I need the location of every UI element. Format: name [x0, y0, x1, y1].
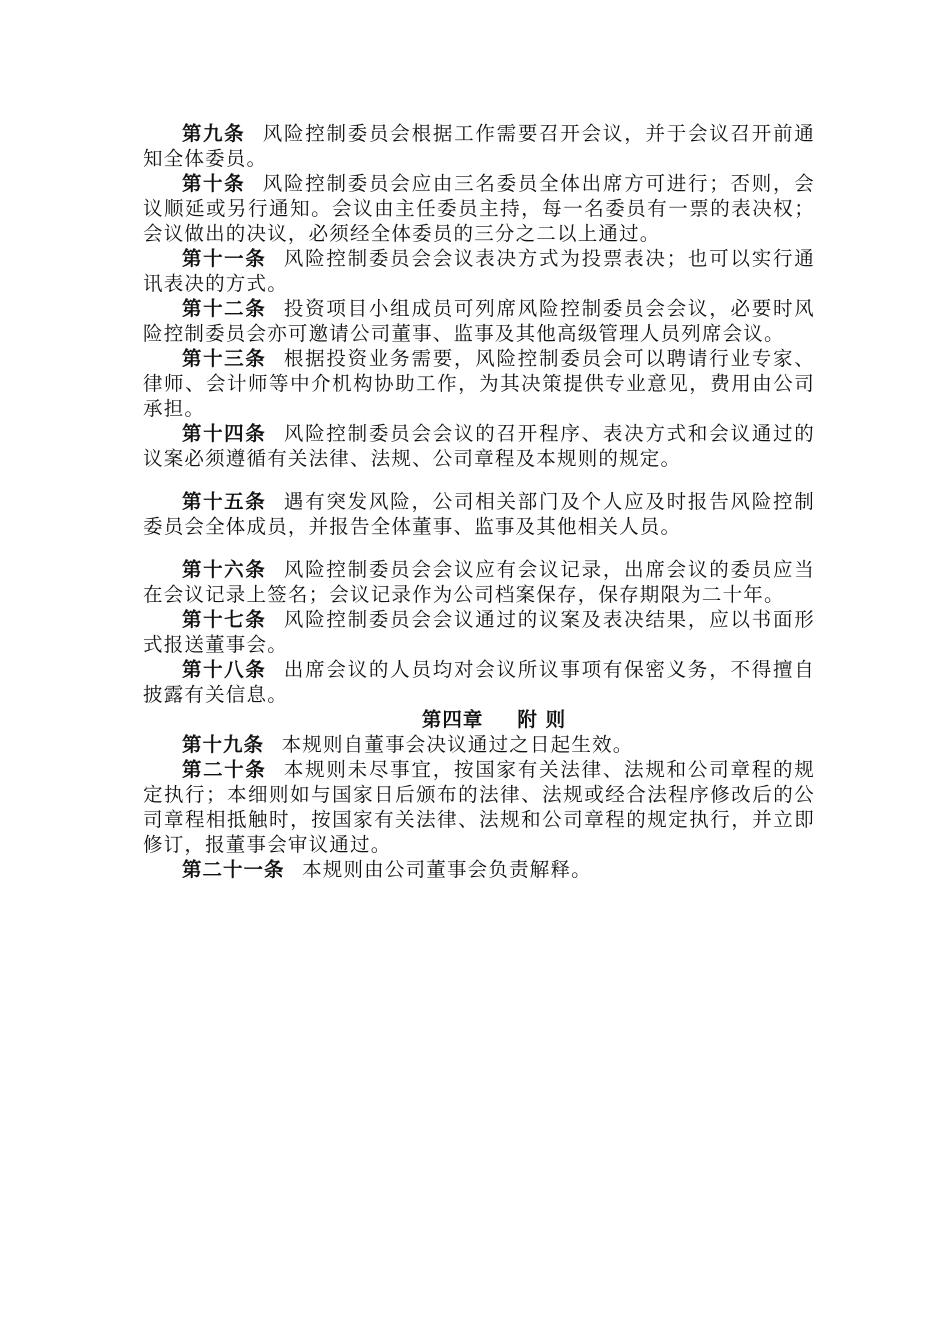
- article-18: [143, 657, 815, 707]
- article-number: 第十九条: [182, 733, 265, 756]
- article-16: [143, 557, 815, 607]
- article-text: 本规则未尽事宜，按国家有关法律、法规和公司章程的规定执行；本细则如与国家日后颁布的法律、法规或经合法程序修改后的公司章程相抵触时，按国家有关法律、法规和公司章程的规定执行，并立即修订，报董事会审议通过。: [143, 758, 815, 856]
- document-page: [143, 121, 815, 882]
- chapter-heading: [143, 707, 815, 732]
- article-20: [143, 757, 815, 857]
- article-number: 第二十一条: [182, 858, 285, 881]
- article-text: 风险控制委员会会议表决方式为投票表决；也可以实行通讯表决的方式。: [143, 247, 815, 295]
- article-text: 出席会议的人员均对会议所议事项有保密义务，不得擅自披露有关信息。: [143, 658, 815, 706]
- article-text: 本规则自董事会决议通过之日起生效。: [281, 733, 634, 756]
- article-14: [143, 421, 815, 471]
- article-number: 第二十条: [182, 758, 267, 781]
- article-text: 风险控制委员会会议通过的议案及表决结果，应以书面形式报送董事会。: [143, 608, 815, 656]
- article-10: [143, 171, 815, 246]
- chapter-title: 附 则: [517, 708, 567, 731]
- article-15: [143, 489, 815, 539]
- article-number: 第十八条: [182, 658, 267, 681]
- article-number: 第十七条: [182, 608, 267, 631]
- article-text: 遇有突发风险，公司相关部门及个人应及时报告风险控制委员会全体成员，并报告全体董事、监事及其他相关人员。: [143, 490, 815, 538]
- article-text: 风险控制委员会根据工作需要召开会议，并于会议召开前通知全体委员。: [143, 122, 815, 170]
- article-11: [143, 246, 815, 296]
- article-text: 根据投资业务需要，风险控制委员会可以聘请行业专家、律师、会计师等中介机构协助工作，为其决策提供专业意见，费用由公司承担。: [143, 347, 815, 420]
- article-17: [143, 607, 815, 657]
- article-text: 本规则由公司董事会负责解释。: [302, 858, 592, 881]
- article-21: [143, 857, 815, 882]
- article-number: 第十条: [182, 172, 246, 195]
- article-number: 第十一条: [182, 247, 267, 270]
- article-19: [143, 732, 815, 757]
- article-number: 第十四条: [182, 422, 267, 445]
- article-number: 第九条: [182, 122, 246, 145]
- article-number: 第十三条: [182, 347, 267, 370]
- article-text: 风险控制委员会会议应有会议记录，出席会议的委员应当在会议记录上签名；会议记录作为公司档案保存，保存期限为二十年。: [143, 558, 815, 606]
- chapter-number: 第四章: [421, 708, 484, 731]
- article-text: 风险控制委员会会议的召开程序、表决方式和会议通过的议案必须遵循有关法律、法规、公司章程及本规则的规定。: [143, 422, 815, 470]
- article-number: 第十六条: [182, 558, 267, 581]
- article-13: [143, 346, 815, 421]
- article-number: 第十五条: [182, 490, 267, 513]
- article-12: [143, 296, 815, 346]
- article-number: 第十二条: [182, 297, 267, 320]
- article-9: [143, 121, 815, 171]
- article-text: 风险控制委员会应由三名委员全体出席方可进行；否则，会议顺延或另行通知。会议由主任委员主持，每一名委员有一票的表决权；会议做出的决议，必须经全体委员的三分之二以上通过。: [143, 172, 815, 245]
- article-text: 投资项目小组成员可列席风险控制委员会会议，必要时风险控制委员会亦可邀请公司董事、监事及其他高级管理人员列席会议。: [143, 297, 815, 345]
